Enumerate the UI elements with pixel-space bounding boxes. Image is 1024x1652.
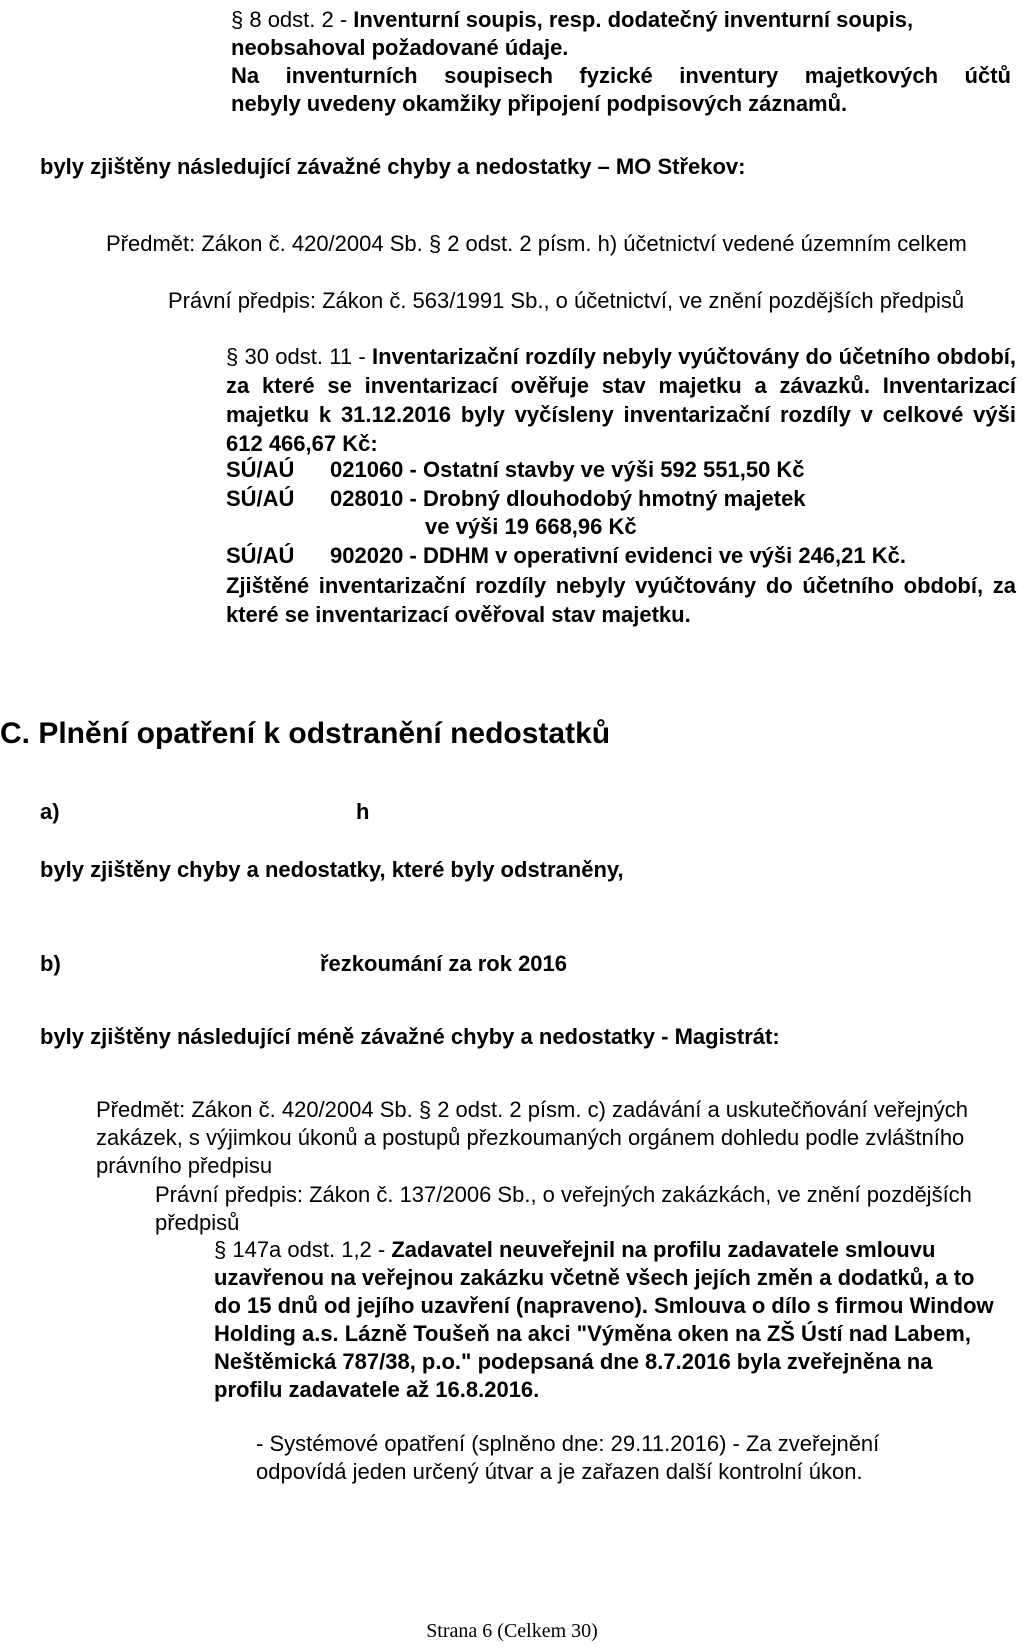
item-a-body: byly zjištěny chyby a nedostatky, které byly odstraněny,: [40, 857, 624, 882]
finding-147a-block: [214, 1236, 994, 1404]
finding-30-text: [226, 342, 1016, 458]
su-code: SÚ/AÚ: [226, 543, 295, 568]
su-code: SÚ/AÚ: [226, 486, 295, 511]
page-footer: Strana 6 (Celkem 30): [426, 1620, 598, 1642]
para-8-line-1: [231, 6, 913, 34]
finding-30-conclusion: Zjištěné inventarizační rozdíly nebyly vyúčtovány do účetního období, za které se inventarizací ověřoval stav majetku.: [226, 573, 1016, 627]
paragraph-ref: § 147a odst. 1,2 -: [214, 1237, 392, 1262]
finding-30-bold: Inventarizační rozdíly nebyly vyúčtovány do účetního období, za které se inventarizací ověřuje stav majetku a závazků. Inventarizací majetku k 31.12.2016 byly vyčísleny inventarizační rozdíly v celkové výši 612 466,67 Kč:: [226, 344, 1016, 456]
heading-mo-strekov: byly zjištěny následující závažné chyby a nedostatky – MO Střekov:: [40, 154, 746, 179]
su-row-2: [226, 485, 806, 513]
item-b-label: b): [40, 951, 61, 976]
su-row-3: ve výši 19 668,96 Kč: [425, 514, 637, 539]
finding-147a-text: [214, 1236, 994, 1404]
systemic-measure: - Systémové opatření (splněno dne: 29.11.2016) - Za zveřejnění odpovídá jeden určený útvar a je zařazen další kontrolní úkon.: [256, 1431, 880, 1484]
su-row-4: [226, 542, 906, 570]
section-c-title: C. Plnění opatření k odstranění nedostatků: [0, 717, 611, 750]
item-b-body: byly zjištěny následující méně závažné chyby a nedostatky - Magistrát:: [40, 1024, 780, 1049]
pravni-predpis-mo: Právní předpis: Zákon č. 563/1991 Sb., o účetnictví, ve znění pozdějších předpisů: [168, 288, 965, 313]
su-row-1: [226, 456, 805, 484]
predmet-magistrat: Předmět: Zákon č. 420/2004 Sb. § 2 odst. 2 písm. c) zadávání a uskutečňování veřejných zakázek, s výjimkou úkonů a postupů přezkoumaných orgánem dohledu podle zvláštního právního předpisu: [96, 1097, 968, 1178]
su-code: SÚ/AÚ: [226, 457, 295, 482]
pravni-predpis-magistrat: Právní předpis: Zákon č. 137/2006 Sb., o veřejných zakázkách, ve znění pozdějších předpisů: [155, 1182, 972, 1235]
para-8-line-3: Na inventurních soupisech fyzické inventury majetkových účtů: [231, 63, 1011, 88]
finding-title: Inventurní soupis, resp. dodatečný inventurní soupis,: [353, 7, 914, 32]
paragraph-ref: § 8 odst. 2 -: [231, 7, 354, 32]
su-text: 028010 - Drobný dlouhodobý hmotný majetek: [330, 486, 806, 511]
para-8-line-2: neobsahoval požadované údaje.: [231, 35, 569, 60]
finding-147a-bold: Zadavatel neuveřejnil na profilu zadavatele smlouvu uzavřenou na veřejnou zakázku včetně všech jejích změn a dodatků, a to do 15 dnů od jejího uzavření (napraveno). Smlouva o dílo s firmou Window Holding a.s. Lázně Toušeň na akci "Výměna oken na ZŠ Ústí nad Labem, Neštěmická 787/38, p.o." podepsaná dne 8.7.2016 byla zveřejněna na profilu zadavatele až 16.8.2016.: [214, 1237, 994, 1402]
item-a-text: h: [356, 799, 370, 824]
predmet-mo: Předmět: Zákon č. 420/2004 Sb. § 2 odst. 2 písm. h) účetnictví vedené územním celkem: [106, 231, 967, 256]
paragraph-ref: § 30 odst. 11 -: [226, 344, 372, 369]
su-text: 902020 - DDHM v operativní evidenci ve výši 246,21 Kč.: [330, 543, 906, 568]
para-8-line-4: nebyly uvedeny okamžiky připojení podpisových záznamů.: [231, 91, 848, 116]
item-a-label: a): [40, 799, 60, 824]
item-b-text: řezkoumání za rok 2016: [320, 951, 568, 976]
su-text: 021060 - Ostatní stavby ve výši 592 551,50 Kč: [330, 457, 805, 482]
finding-30-block: [226, 342, 1016, 458]
